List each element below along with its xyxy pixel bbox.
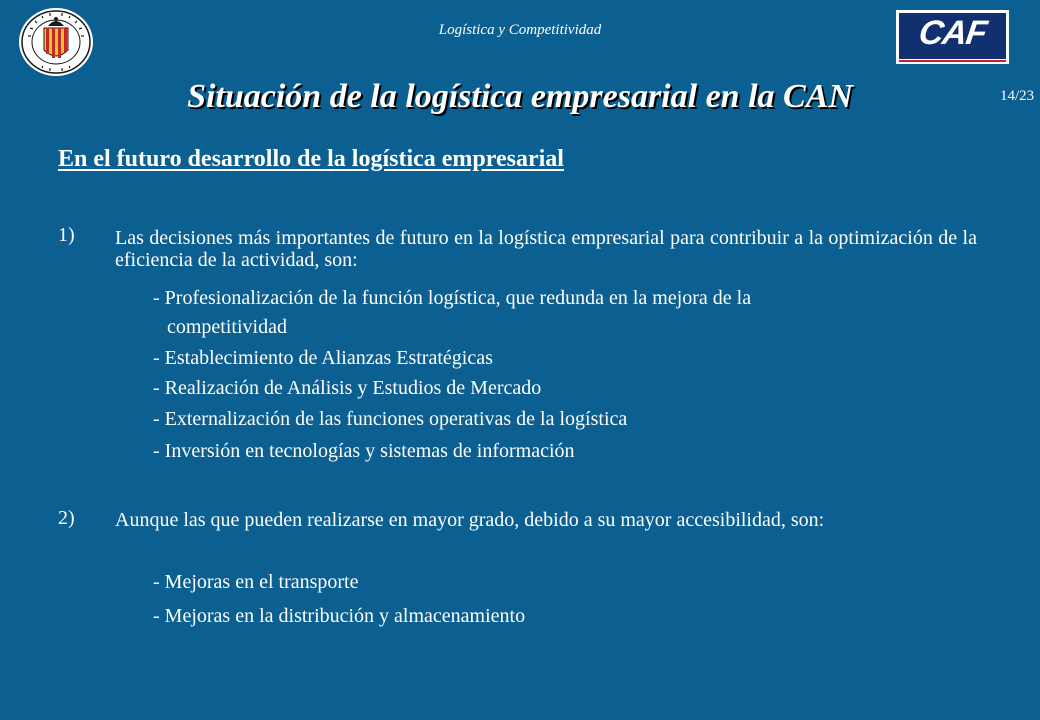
- slide-subtitle: En el futuro desarrollo de la logística empresarial: [58, 146, 564, 172]
- list-item: - Mejoras en el transporte: [153, 571, 359, 593]
- upv-crest-icon: [16, 6, 96, 78]
- list-item: - Externalización de las funciones operativas de la logística: [153, 408, 628, 430]
- list-item: - Establecimiento de Alianzas Estratégicas: [153, 347, 493, 369]
- caf-logo-text: CAF: [916, 14, 989, 52]
- header-title: Logística y Competitividad: [438, 22, 602, 38]
- list-item: - Realización de Análisis y Estudios de Mercado: [153, 377, 542, 399]
- page-number: 14/23: [1000, 88, 1035, 104]
- list-item-number: 2): [58, 507, 75, 529]
- list-item: - Inversión en tecnologías y sistemas de información: [153, 440, 575, 462]
- list-item: - Mejoras en la distribución y almacenamiento: [153, 605, 526, 627]
- list-item: - Profesionalización de la función logística, que redunda en la mejora de la: [153, 287, 752, 309]
- slide-title: Situación de la logística empresarial en la CAN: [187, 78, 853, 115]
- list-item-text: Las decisiones más importantes de futuro en la logística empresarial para contribuir a la optimización de la eficiencia de la actividad, son:: [115, 227, 977, 271]
- list-item: competitividad: [167, 316, 287, 338]
- list-item-text: Aunque las que pueden realizarse en mayor grado, debido a su mayor accesibilidad, son:: [115, 509, 825, 531]
- list-item-number: 1): [58, 224, 75, 246]
- caf-logo-icon: [896, 10, 1009, 64]
